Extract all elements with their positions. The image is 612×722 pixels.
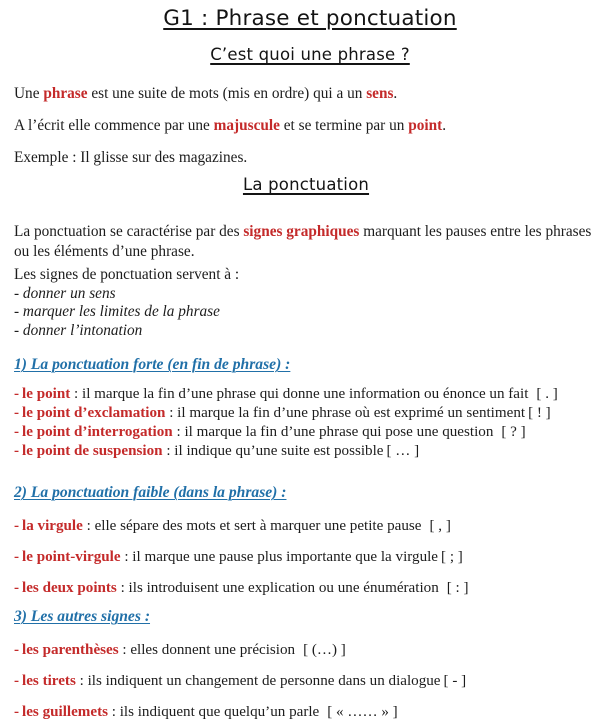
section-heading-1: 1) La ponctuation forte (en fin de phrase) : (14, 356, 291, 373)
term-symbol: [ - ] (443, 673, 467, 689)
term-la-virgule: la virgule (22, 518, 83, 534)
section-heading-phrase: C’est quoi une phrase ? (210, 45, 410, 64)
usage-list-intro: Les signes de ponctuation servent à : (14, 266, 240, 283)
ecrit-text-part3: . (442, 117, 447, 134)
ponctuation-def-part1: La ponctuation se caractérise par des (14, 223, 244, 241)
list-dash: - (14, 642, 20, 658)
phrase-text-part1: Une (14, 85, 44, 102)
definition-item (14, 442, 419, 461)
example-line: Exemple : Il glisse sur des magazines. (14, 149, 248, 166)
term-symbol: [ : ] (446, 580, 469, 596)
list-dash: - (14, 518, 20, 534)
term-point-virgule: le point-virgule (22, 549, 121, 565)
ecrit-text-part2: et se termine par un (279, 117, 409, 134)
definition-item (14, 579, 469, 598)
list-dash: - (14, 386, 20, 402)
list-dash: - (14, 580, 20, 596)
definition-item (14, 641, 346, 660)
term-symbol: [ ? ] (501, 424, 526, 440)
definition-item (14, 672, 466, 691)
term-tirets: les tirets (22, 673, 76, 689)
section-heading-ponctuation: La ponctuation (242, 175, 370, 194)
term-le-point: le point (22, 386, 71, 402)
page-title: G1 : Phrase et ponctuation (163, 6, 457, 31)
term-symbol: [ , ] (429, 518, 451, 534)
definition-item (14, 423, 526, 442)
term-description: : ils indiquent que quelqu’un parle (107, 704, 320, 720)
term-symbol: [ ! ] (528, 405, 551, 421)
term-description: : il marque la fin d’une phrase où est exprimé un sentiment (165, 405, 526, 421)
list-dash: - (14, 443, 20, 459)
term-description: : ils indiquent un changement de personne dans un dialogue (75, 673, 441, 689)
definition-item (14, 404, 551, 423)
term-description: : il marque une pause plus importante que la virgule (120, 549, 439, 565)
keyword-signes-graphiques: signes graphiques (243, 223, 360, 241)
usage-list (14, 266, 239, 340)
term-point-exclamation: le point d’exclamation (22, 405, 166, 421)
list-dash: - (14, 704, 20, 720)
section-heading-3: 3) Les autres signes : (14, 608, 151, 625)
keyword-majuscule: majuscule (213, 117, 280, 134)
term-description: : il indique qu’une suite est possible (162, 443, 384, 459)
keyword-phrase: phrase (43, 85, 88, 102)
term-symbol: [ ; ] (441, 549, 463, 565)
term-symbol: [ … ] (386, 443, 420, 459)
worksheet-page (0, 4, 612, 719)
list-dash: - (14, 424, 20, 440)
section-heading-2: 2) La ponctuation faible (dans la phrase) : (14, 484, 287, 501)
usage-list-item: - donner l’intonation (14, 321, 143, 339)
term-parentheses: les parenthèses (22, 642, 119, 658)
definition-line-ecrit (14, 116, 606, 135)
term-symbol: [ « …… » ] (327, 704, 398, 720)
definition-item (14, 517, 451, 536)
phrase-text-part2: est une suite de mots (mis en ordre) qui a un (87, 85, 367, 102)
definition-item (14, 385, 558, 404)
keyword-sens: sens (366, 85, 394, 102)
phrase-text-part3: . (393, 85, 398, 102)
term-description: : elle sépare des mots et sert à marquer une petite pause (82, 518, 422, 534)
term-point-suspension: le point de suspension (22, 443, 163, 459)
term-symbol: [ . ] (536, 386, 558, 402)
definition-line-phrase (14, 84, 606, 103)
term-description: : il marque la fin d’une phrase qui pose une question (172, 424, 494, 440)
term-description: : il marque la fin d’une phrase qui donne une information ou énonce un fait (70, 386, 529, 402)
definition-item (14, 703, 398, 722)
list-dash: - (14, 549, 20, 565)
list-dash: - (14, 673, 20, 689)
keyword-point: point (408, 117, 443, 134)
definition-item (14, 548, 463, 567)
ecrit-text-part1: A l’écrit elle commence par une (14, 117, 214, 134)
ponctuation-definition (14, 222, 606, 261)
ponctuation-def-part2: marquant les pauses entre les phrases ou les éléments d’une phrase. (14, 223, 592, 260)
term-deux-points: les deux points (22, 580, 117, 596)
term-description: : ils introduisent une explication ou une énumération (116, 580, 439, 596)
term-guillemets: les guillemets (22, 704, 108, 720)
list-dash: - (14, 405, 20, 421)
usage-list-item: - marquer les limites de la phrase (14, 303, 220, 320)
term-point-interrogation: le point d’interrogation (22, 424, 173, 440)
usage-list-item: - donner un sens (14, 284, 116, 302)
term-description: : elles donnent une précision (118, 642, 296, 658)
term-symbol: [ (…) ] (303, 642, 346, 658)
